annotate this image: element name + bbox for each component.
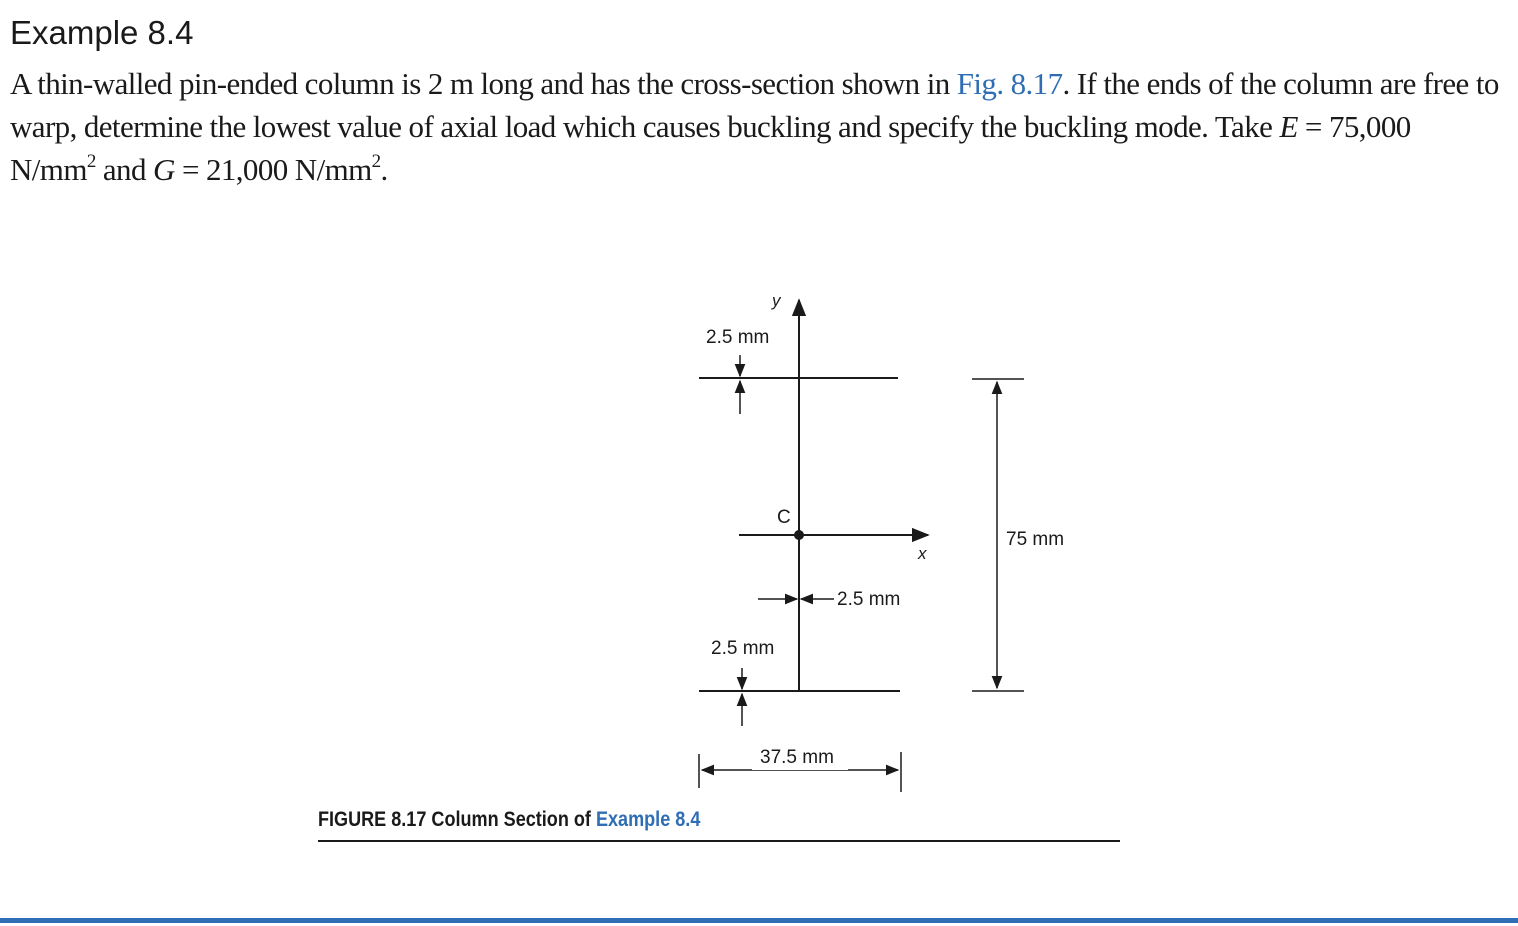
example-heading: Example 8.4: [10, 14, 194, 51]
top-flange-thickness-label: 2.5 mm: [706, 327, 770, 348]
x-axis-label: x: [918, 544, 927, 563]
text-segment-3: and: [95, 152, 153, 187]
width-label: 37.5 mm: [760, 747, 834, 768]
caption-prefix: FIGURE 8.17 Column Section of: [318, 808, 596, 831]
g-exponent: 2: [371, 150, 381, 172]
centroid-label: C: [777, 507, 791, 528]
figure-caption: [318, 808, 700, 832]
bottom-flange-thickness-label: 2.5 mm: [711, 638, 775, 659]
text-segment-4: .: [380, 152, 388, 187]
e-exponent: 2: [86, 150, 96, 172]
caption-example-link[interactable]: Example 8.4: [595, 808, 701, 831]
g-value: = 21,000 N/mm: [174, 152, 372, 187]
centroid-point: [794, 530, 804, 540]
e-value: = 75,000 N/mm: [10, 109, 1411, 187]
figure-link[interactable]: Fig. 8.17: [956, 66, 1063, 101]
caption-rule: [318, 840, 1120, 842]
e-symbol: E: [1279, 109, 1298, 144]
text-segment-1: A thin-walled pin-ended column is 2 m long and has the cross-section shown in: [10, 66, 957, 101]
g-symbol: G: [153, 152, 175, 187]
y-axis-label: y: [772, 291, 781, 310]
web-thickness-label: 2.5 mm: [837, 589, 901, 610]
height-label: 75 mm: [1006, 529, 1065, 550]
bottom-divider: [0, 918, 1518, 923]
text-segment-2: . If the ends of the column are free to warp, determine the lowest value of axial load which causes buckling and specify the buckling mode. Take: [10, 66, 1499, 144]
